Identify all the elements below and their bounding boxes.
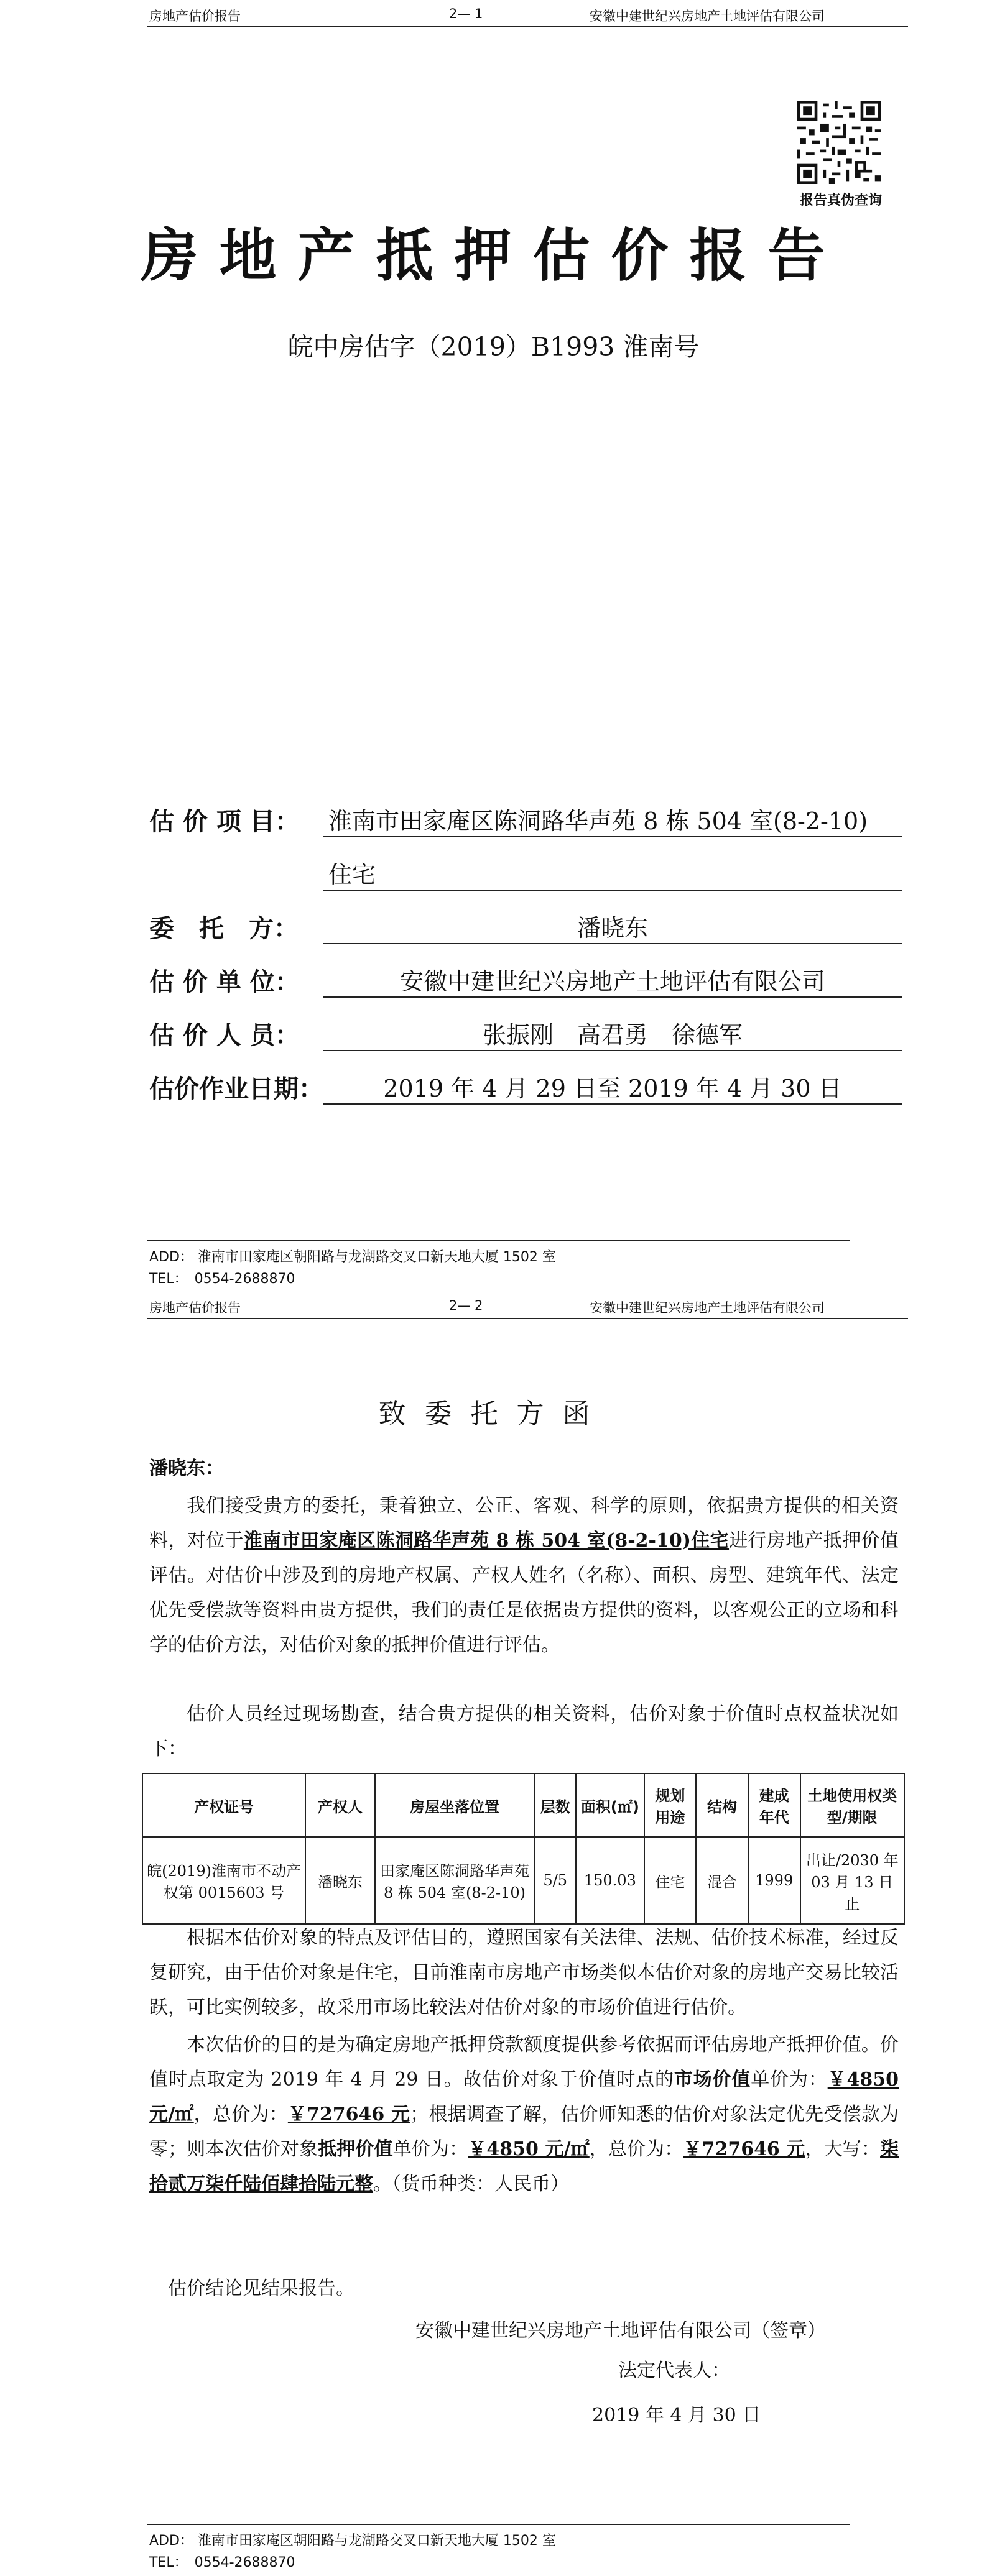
paragraph-1: 我们接受贵方的委托，秉着独立、公正、客观、科学的原则，依据贵方提供的相关资料，对位于淮南市田家庵区陈洞路华声苑 8 栋 504 室(8-2-10)住宅进行房地产抵押价值评估。对估价中涉及到的房地产权属、产权人姓名（名称）、面积、房型、建筑年代、法定优先受偿款等资料由贵方提供，我们的责任是依据贵方提供的资料，以客观公正的立场和科学的估价方法，对估价对象的抵押价值进行评估。 — [149, 1495, 899, 1656]
table-row — [142, 1837, 904, 1924]
header-rule — [147, 1318, 908, 1319]
project-underline-1 — [323, 836, 902, 837]
th-usage: 规划用途 — [644, 1773, 697, 1837]
project-underline-2 — [323, 890, 902, 891]
date-underline — [323, 1103, 902, 1105]
qr-label: 报告真伪查询 — [799, 193, 882, 208]
paragraph-2: 估价人员经过现场勘查，结合贵方提供的相关资料，估价对象于价值时点权益状况如下： — [149, 1703, 899, 1760]
cell-location: 田家庵区陈洞路华声苑 8 栋 504 室(8-2-10) — [375, 1837, 535, 1924]
table-header-row — [142, 1773, 904, 1837]
cell-floors: 5/5 — [534, 1837, 576, 1924]
unit-value: 安徽中建世纪兴房地产土地评估有限公司 — [399, 968, 825, 995]
header-page-number: 2— 2 — [449, 1298, 483, 1313]
paragraph-5: 估价结论见结果报告。 — [168, 2278, 354, 2299]
staff-underline — [323, 1050, 902, 1051]
footer-tel: TEL： 0554-2688870 — [149, 1271, 295, 1287]
project-value-line1: 淮南市田家庵区陈洞路华声苑 8 栋 504 室(8-2-10) — [328, 807, 868, 835]
client-value: 潘晓东 — [577, 914, 648, 942]
report-title: 房地产抵押估价报告 — [141, 223, 846, 289]
footer-address: ADD： 淮南市田家庵区朝阳路与龙湖路交叉口新天地大厦 1502 室 — [149, 1249, 556, 1265]
client-underline — [323, 943, 902, 944]
cell-structure: 混合 — [696, 1837, 748, 1924]
project-value-line2: 住宅 — [328, 861, 376, 888]
project-label: 估 价 项 目： — [149, 807, 300, 836]
cell-land-use: 出让/2030 年 03 月 13 日止 — [800, 1837, 904, 1924]
th-floors: 层数 — [534, 1773, 576, 1837]
th-land-use: 土地使用权类型/期限 — [800, 1773, 904, 1837]
header-right: 安徽中建世纪兴房地产土地评估有限公司 — [590, 1300, 825, 1315]
footer-address: ADD： 淮南市田家庵区朝阳路与龙湖路交叉口新天地大厦 1502 室 — [149, 2533, 556, 2549]
footer-rule — [147, 1240, 850, 1241]
cell-usage: 住宅 — [644, 1837, 697, 1924]
header-left: 房地产估价报告 — [149, 1300, 241, 1315]
staff-value: 张振刚 高君勇 徐德军 — [482, 1021, 743, 1049]
header-rule — [147, 26, 908, 27]
cell-cert-no: 皖(2019)淮南市不动产权第 0015603 号 — [142, 1837, 305, 1924]
signature-date: 2019 年 4 月 30 日 — [592, 2404, 761, 2426]
date-value: 2019 年 4 月 29 日至 2019 年 4 月 30 日 — [383, 1075, 842, 1102]
signature-company: 安徽中建世纪兴房地产土地评估有限公司（签章） — [415, 2320, 826, 2342]
client-label: 委 托 方： — [149, 914, 299, 943]
th-location: 房屋坐落位置 — [375, 1773, 535, 1837]
th-year: 建成年代 — [748, 1773, 800, 1837]
th-area: 面积(㎡) — [576, 1773, 644, 1837]
qr-code-icon — [797, 101, 881, 184]
header-right: 安徽中建世纪兴房地产土地评估有限公司 — [590, 9, 825, 24]
date-label: 估价作业日期： — [149, 1075, 323, 1103]
header-left: 房地产估价报告 — [149, 9, 241, 24]
staff-label: 估 价 人 员： — [149, 1021, 300, 1050]
cell-area: 150.03 — [576, 1837, 644, 1924]
th-cert-no: 产权证号 — [142, 1773, 305, 1837]
footer-rule — [147, 2524, 850, 2525]
th-owner: 产权人 — [305, 1773, 375, 1837]
signature-representative: 法定代表人： — [618, 2360, 730, 2381]
letter-title: 致委托方函 — [378, 1398, 609, 1430]
cell-year: 1999 — [748, 1837, 800, 1924]
unit-underline — [323, 996, 902, 998]
th-structure: 结构 — [696, 1773, 748, 1837]
cell-owner: 潘晓东 — [305, 1837, 375, 1924]
unit-label: 估 价 单 位： — [149, 968, 300, 996]
salutation: 潘晓东： — [149, 1458, 224, 1479]
paragraph-3: 根据本估价对象的特点及评估目的，遵照国家有关法律、法规、估价技术标准，经过反复研究，由于估价对象是住宅，目前淮南市房地产市场类似本估价对象的房地产交易比较活跃，可比实例较多，故采用市场比较法对估价对象的市场价值进行估价。 — [149, 1927, 899, 2018]
paragraph-4: 本次估价的目的是为确定房地产抵押贷款额度提供参考依据而评估房地产抵押价值。价值时点取定为 2019 年 4 月 29 日。故估价对象于价值时点的市场价值单价为：￥4850 元/㎡，总价为：￥727646 元；根据调查了解，估价师知悉的估价对象法定优先受偿款为零；则本次估价对象抵押价值单价为：￥4850 元/㎡，总价为：￥727646 元，大写：柒拾贰万柒仟陆佰肆拾陆元整。（货币种类：人民币） — [149, 2034, 899, 2195]
document-number: 皖中房估字（2019）B1993 淮南号 — [287, 332, 700, 362]
header-page-number: 2— 1 — [449, 6, 483, 21]
footer-tel: TEL： 0554-2688870 — [149, 2555, 295, 2570]
property-table — [142, 1773, 905, 1925]
